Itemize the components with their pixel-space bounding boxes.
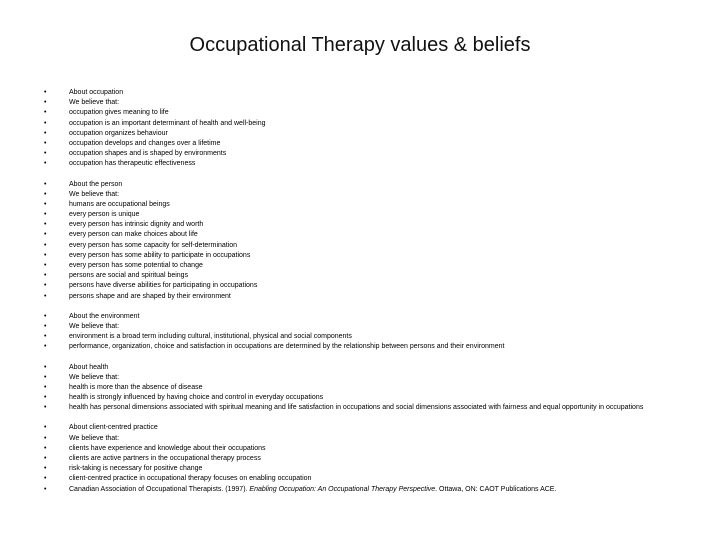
list-item — [44, 210, 714, 220]
bullet-icon: • — [44, 292, 47, 300]
belief-item: occupation has therapeutic effectiveness — [69, 160, 196, 168]
list-item — [44, 149, 714, 159]
belief-item: risk-taking is necessary for positive change — [69, 465, 203, 473]
citation-authors: Canadian Association of Occupational Therapists. (1997). — [69, 485, 250, 493]
belief-item: health is more than the absence of disease — [69, 383, 203, 391]
list-item — [44, 230, 714, 240]
section-environment — [44, 312, 714, 353]
bullet-icon: • — [44, 444, 47, 452]
section-heading: About the environment — [69, 312, 140, 320]
list-item — [44, 241, 714, 251]
list-item — [44, 403, 714, 413]
belief-item: clients have experience and knowledge about their occupations — [69, 444, 266, 452]
bullet-icon: • — [44, 221, 47, 229]
list-item — [44, 373, 714, 383]
bullet-icon: • — [44, 119, 47, 127]
bullet-icon: • — [44, 129, 47, 137]
list-item — [44, 423, 714, 433]
section-occupation — [44, 88, 714, 170]
list-item — [44, 220, 714, 230]
list-item — [44, 281, 714, 291]
bullet-icon: • — [44, 363, 47, 371]
belief-item: occupation organizes behaviour — [69, 129, 168, 137]
list-item — [44, 271, 714, 281]
bullet-icon: • — [44, 312, 47, 320]
bullet-icon: • — [44, 424, 47, 432]
list-item — [44, 454, 714, 464]
belief-item: environment is a broad term including cultural, institutional, physical and social components — [69, 333, 352, 341]
list-item — [44, 383, 714, 393]
list-item — [44, 119, 714, 129]
belief-item: every person has some capacity for self-determination — [69, 241, 238, 249]
page-title: Occupational Therapy values & beliefs — [189, 34, 531, 56]
bullet-icon: • — [44, 434, 47, 442]
list-item — [44, 312, 714, 322]
bullet-icon: • — [44, 465, 47, 473]
section-intro: We believe that: — [69, 190, 120, 198]
belief-item: performance, organization, choice and satisfaction in occupations are determined by the relationship between persons and their environment — [69, 343, 505, 351]
list-item — [44, 88, 714, 98]
belief-item: every person has intrinsic dignity and worth — [69, 221, 204, 229]
list-item — [44, 159, 714, 169]
section-heading: About client-centred practice — [69, 424, 158, 432]
bullet-icon: • — [44, 241, 47, 249]
bullet-icon: • — [44, 160, 47, 168]
bullet-icon: • — [44, 404, 47, 412]
belief-item: client-centred practice in occupational therapy focuses on enabling occupation — [69, 475, 312, 483]
belief-item: every person can make choices about life — [69, 231, 198, 239]
bullet-icon: • — [44, 139, 47, 147]
list-item — [44, 190, 714, 200]
section-intro: We believe that: — [69, 99, 120, 107]
bullet-icon: • — [44, 455, 47, 462]
list-item — [44, 322, 714, 332]
section-heading: About the person — [69, 180, 123, 188]
bullet-icon: • — [44, 322, 47, 330]
bullet-icon: • — [44, 394, 47, 402]
bullet-icon: • — [44, 211, 47, 219]
values-list — [44, 88, 714, 495]
section-heading: About health — [69, 363, 109, 371]
list-item — [44, 261, 714, 271]
belief-item: persons shape and are shaped by their environment — [69, 292, 231, 300]
bullet-icon: • — [44, 190, 47, 198]
list-item — [44, 180, 714, 190]
belief-item: humans are occupational beings — [69, 200, 170, 208]
list-item — [44, 434, 714, 444]
list-item — [44, 464, 714, 474]
belief-item: every person has some potential to change — [69, 262, 203, 269]
list-item — [44, 139, 714, 149]
citation-publisher: . Ottawa, ON: CAOT Publications ACE. — [435, 485, 557, 493]
list-item — [44, 342, 714, 352]
list-item — [44, 474, 714, 484]
bullet-icon: • — [44, 383, 47, 391]
list-item — [44, 251, 714, 261]
bullet-icon: • — [44, 251, 47, 259]
list-item — [44, 292, 714, 302]
list-item — [44, 444, 714, 454]
bullet-icon: • — [44, 89, 47, 96]
belief-item: health has personal dimensions associated with spiritual meaning and life satisfaction in occupations and social dimensions associated with fairness and equal opportunity in occupations — [69, 404, 644, 412]
belief-item: every person has some ability to participate in occupations — [69, 251, 251, 259]
list-item — [44, 393, 714, 403]
list-item — [44, 332, 714, 342]
belief-item: occupation shapes and is shaped by environments — [69, 150, 227, 158]
bullet-icon: • — [44, 109, 47, 117]
list-item — [44, 108, 714, 118]
belief-item: occupation gives meaning to life — [69, 109, 169, 117]
list-item — [44, 129, 714, 139]
list-item — [44, 200, 714, 210]
section-health — [44, 363, 714, 414]
belief-item: occupation is an important determinant of health and well-being — [69, 119, 266, 127]
bullet-icon: • — [44, 485, 47, 493]
bullet-icon: • — [44, 333, 47, 341]
bullet-icon: • — [44, 475, 47, 483]
belief-item: occupation develops and changes over a lifetime — [69, 139, 221, 147]
belief-item: every person is unique — [69, 211, 140, 219]
belief-item: persons have diverse abilities for participating in occupations — [69, 282, 258, 290]
bullet-icon: • — [44, 180, 47, 188]
section-client-centred-practice — [44, 423, 714, 494]
bullet-icon: • — [44, 200, 47, 208]
citation — [44, 485, 714, 495]
list-item — [44, 363, 714, 373]
bullet-icon: • — [44, 99, 47, 107]
bullet-icon: • — [44, 373, 47, 381]
section-intro: We believe that: — [69, 434, 120, 442]
belief-item: clients are active partners in the occupational therapy process — [69, 455, 261, 462]
citation-title: Enabling Occupation: An Occupational Therapy Perspective — [249, 485, 436, 493]
bullet-icon: • — [44, 262, 47, 269]
bullet-icon: • — [44, 150, 47, 158]
bullet-icon: • — [44, 272, 47, 280]
bullet-icon: • — [44, 282, 47, 290]
section-intro: We believe that: — [69, 322, 120, 330]
list-item — [44, 98, 714, 108]
section-person — [44, 180, 714, 302]
bullet-icon: • — [44, 343, 47, 351]
belief-item: persons are social and spiritual beings — [69, 272, 189, 280]
section-intro: We believe that: — [69, 373, 120, 381]
bullet-icon: • — [44, 231, 47, 239]
belief-item: health is strongly influenced by having choice and control in everyday occupations — [69, 394, 324, 402]
section-heading: About occupation — [69, 89, 124, 96]
